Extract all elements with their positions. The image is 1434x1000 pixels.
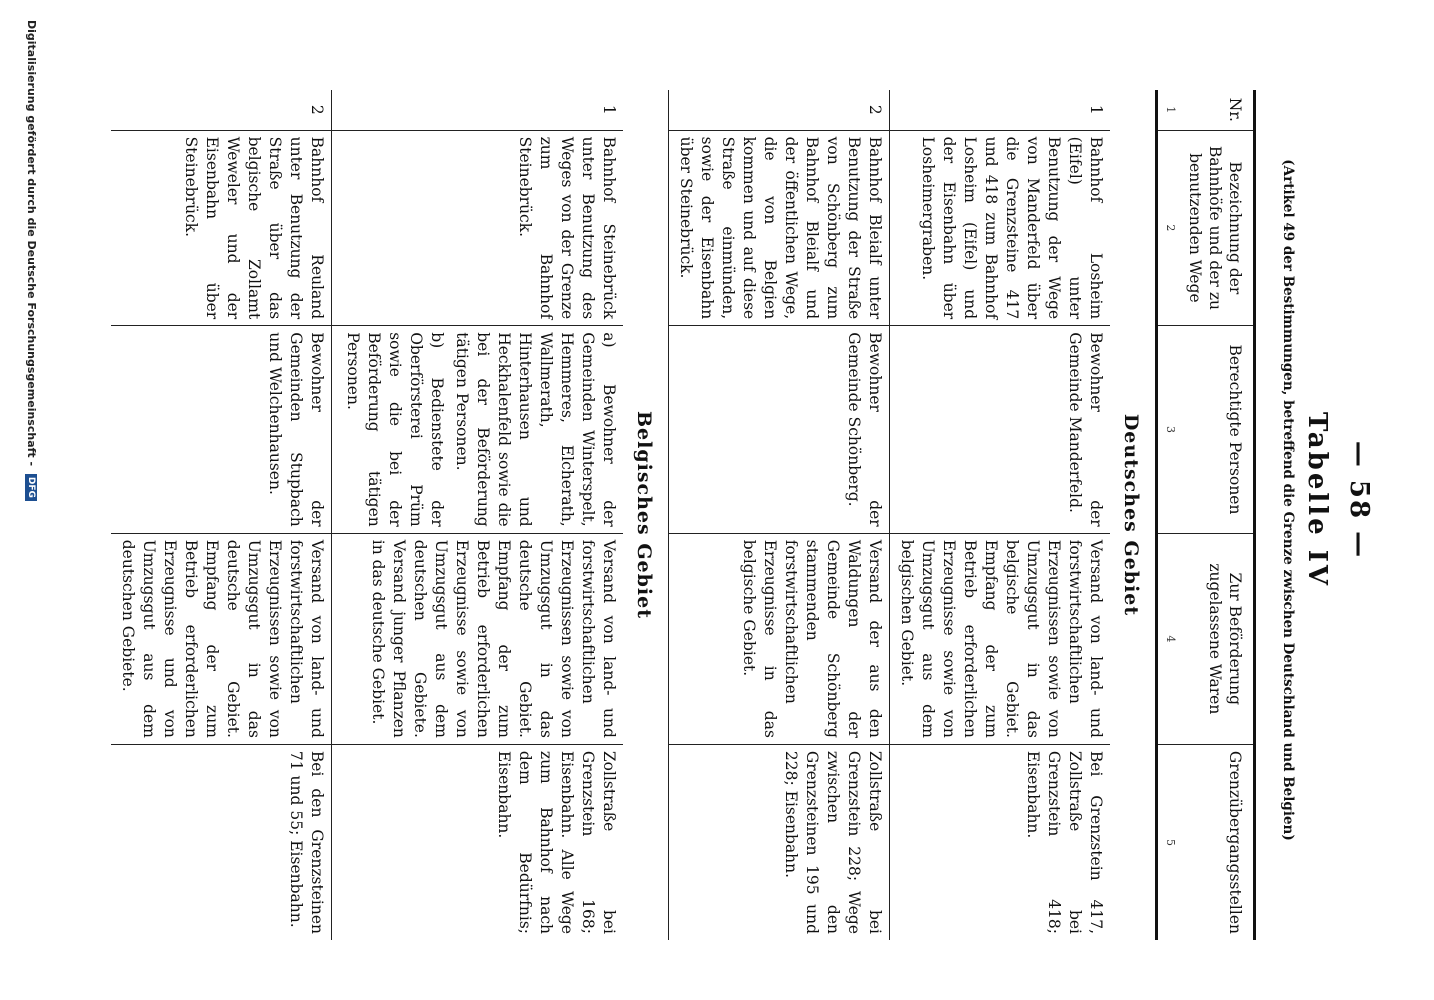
row-bahnhof: Bahnhof Steinebrück unter Benutzung des Weges von der Grenze zum Bahnhof Steinebrück.	[332, 130, 624, 326]
border-crossing-table	[111, 90, 1256, 940]
col-number: 4	[1157, 533, 1184, 744]
table-subtitle: (Artikel 49 der Bestimmungen, betreffend die Grenze zwischen Deutschland und Belgien)	[1280, 159, 1296, 841]
section-title-belgisch: Belgisches Gebiet	[633, 410, 655, 620]
row-bahnhof: Bahnhof Bleialf unter Benutzung der Straße von Schönberg zum Bahnhof Bleialf und der öffentlichen Wege, die von Belgien kommen und auf diese Straße einmünden, sowie der Eisenbahn über Steinebrück.	[669, 130, 890, 326]
table-row	[111, 90, 332, 940]
col-header-grenz: Grenzübergangsstellen	[1183, 744, 1255, 940]
row-nr: 1	[332, 90, 624, 130]
row-nr: 2	[669, 90, 890, 130]
digitization-credit	[25, 20, 38, 980]
col-header-bahnhof: Bezeichnung der Bahnhöfe und der zu benutzenden Wege	[1183, 130, 1255, 326]
row-personen	[332, 326, 624, 534]
row-grenz: Zollstraße bei Grenzstein 168; Eisenbahn. Alle Wege zum Bahnhof nach dem Bedürfnis; Eisenbahn.	[332, 744, 624, 940]
row-waren: Versand von land- und forstwirtschaftlichen Erzeugnissen sowie von Umzugsgut in das belgische Gebiet. Empfang der zum Betrieb erforderlichen Erzeugnisse sowie von Umzugsgut aus dem belgischen Gebiet.	[890, 533, 1111, 744]
dfg-logo: DFG	[25, 474, 37, 501]
personen-item: b) Bedienstete der Oberförsterei Prüm sowie die bei der Beförderung tätigen Personen.	[344, 332, 446, 527]
col-header-nr: Nr.	[1183, 90, 1255, 130]
row-grenz: Bei den Grenzsteinen 71 und 55; Eisenbahn.	[111, 744, 332, 940]
table-row	[332, 90, 624, 940]
row-nr: 2	[308, 104, 326, 115]
row-waren: Versand der aus den Waldungen der Gemeinde Schönberg stammenden forstwirtschaftlichen Erzeugnisse in das belgische Gebiet.	[669, 533, 890, 744]
table-row	[890, 90, 1111, 940]
row-waren: Versand von land- und forstwirtschaftlichen Erzeugnissen sowie von Umzugsgut in das deutsche Gebiet. Empfang der zum Betrieb erforderlichen Erzeugnisse und von Umzugsgut aus dem deutschen Gebiete.	[111, 533, 332, 744]
col-number: 5	[1157, 744, 1184, 940]
row-waren: Versand von land- und forstwirtschaftlichen Erzeugnissen sowie von Umzugsgut in das deutsche Gebiet. Empfang der zum Betrieb erforderlichen Erzeugnisse sowie von Umzugsgut aus dem deutschen Gebiete. Versand junger Pflanzen in das deutsche Gebiet.	[332, 533, 624, 744]
personen-item: a) Bewohner der Gemeinden Winterspelt, Hemmeres, Elcherath, Wallmerath, Hinterhausen und Heckhalenfeld sowie die bei der Beförderung tätigen Personen.	[453, 332, 618, 527]
col-number: 3	[1157, 326, 1184, 534]
page-number: — 58 —	[1344, 440, 1374, 560]
row-personen: Bewohner der Gemeinden Stupbach und Welchenhausen.	[111, 326, 332, 534]
col-number: 2	[1157, 130, 1184, 326]
row-bahnhof: Bahnhof Losheim (Eifel) unter Benutzung der Wege von Manderfeld über die Grenzsteine 417 und 418 zum Bahnhof Losheim (Eifel) und der Eisenbahn über Losheimergraben.	[890, 130, 1111, 326]
row-grenz: Zollstraße bei Grenzstein 228; Wege zwischen den Grenzsteinen 195 und 228; Eisenbahn.	[669, 744, 890, 940]
credit-text: Digitalisierung gefördert durch die Deutsche Forschungsgemeinschaft -	[25, 20, 38, 467]
table-title: Tabelle IV	[1302, 411, 1332, 589]
row-personen: Bewohner der Gemeinde Schönberg.	[669, 326, 890, 534]
row-personen: Bewohner der Gemeinde Manderfeld.	[890, 326, 1111, 534]
row-grenz: Bei Grenzstein 417, Zollstraße bei Grenzstein 418; Eisenbahn.	[890, 744, 1111, 940]
row-bahnhof: Bahnhof Reuland unter Benutzung der Straße über das belgische Zollamt Weweler und der Eisenbahn über Steinebrück.	[111, 130, 332, 326]
section-title-deutsch: Deutsches Gebiet	[1120, 413, 1142, 617]
table-row	[669, 90, 890, 940]
col-header-personen: Berechtigte Personen	[1183, 326, 1255, 534]
row-nr: 1	[890, 90, 1111, 130]
col-number: 1	[1157, 90, 1184, 130]
col-header-waren: Zur Beförderung zugelassene Waren	[1183, 533, 1255, 744]
